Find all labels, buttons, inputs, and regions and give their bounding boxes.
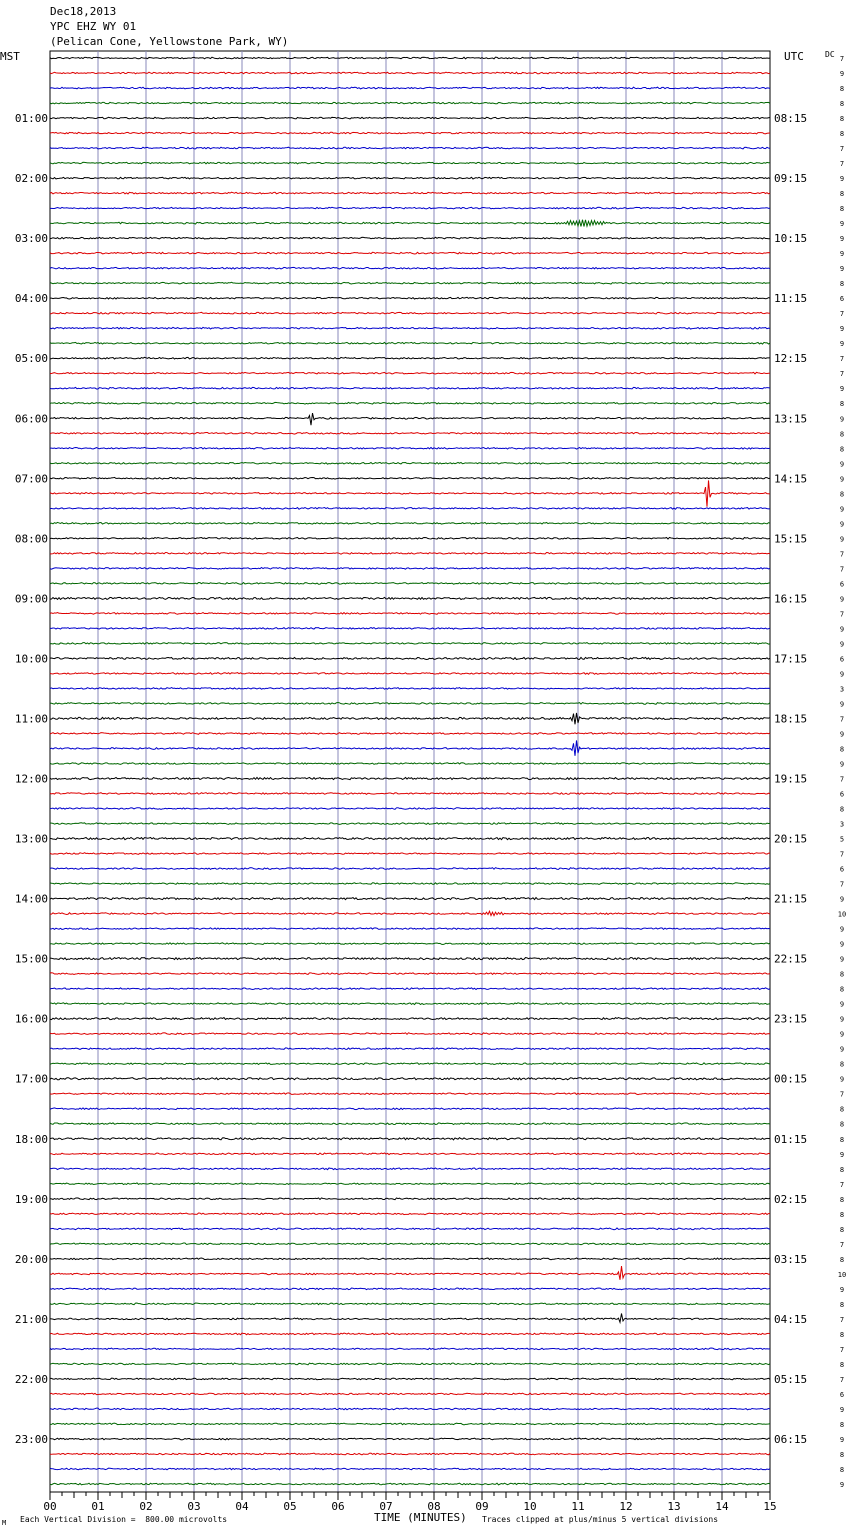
trace-line bbox=[50, 1138, 770, 1140]
hour-label-utc: 05:15 bbox=[774, 1372, 808, 1386]
dc-offset-label: 9 bbox=[839, 235, 845, 244]
dc-offset-label: 7 bbox=[839, 370, 845, 379]
dc-offset-label: 9 bbox=[839, 595, 845, 604]
x-tick-label: 05 bbox=[283, 1500, 297, 1513]
x-tick-label: 15 bbox=[763, 1500, 777, 1513]
dc-offset-label: 6 bbox=[839, 1390, 845, 1399]
hour-label-utc: 19:15 bbox=[774, 772, 808, 786]
dc-offset-label: 9 bbox=[839, 520, 845, 529]
trace-line bbox=[50, 327, 770, 329]
dc-offset-label: 9 bbox=[839, 925, 845, 934]
hour-label-mst: 01:00 bbox=[14, 112, 48, 126]
trace-line bbox=[50, 357, 770, 359]
hour-label-mst: 04:00 bbox=[14, 292, 48, 306]
trace-line bbox=[50, 1183, 770, 1185]
dc-offset-label: 9 bbox=[839, 940, 845, 949]
dc-offset-label: 8 bbox=[839, 745, 845, 754]
hour-label-utc: 15:15 bbox=[774, 532, 808, 546]
hour-label-mst: 15:00 bbox=[14, 952, 48, 966]
hour-label-mst: 03:00 bbox=[14, 232, 48, 246]
x-tick-label: 08 bbox=[427, 1500, 441, 1513]
trace-line bbox=[50, 657, 770, 659]
trace-line bbox=[50, 102, 770, 104]
hour-label-mst: 09:00 bbox=[14, 592, 48, 606]
dc-offset-label: 9 bbox=[839, 625, 845, 634]
hour-label-mst: 05:00 bbox=[14, 352, 48, 366]
hour-label-mst: 06:00 bbox=[14, 412, 48, 426]
hour-label-mst: 07:00 bbox=[14, 472, 48, 486]
dc-offset-label: 8 bbox=[839, 1135, 845, 1144]
trace-line bbox=[50, 1423, 770, 1425]
trace-line bbox=[50, 1313, 770, 1322]
trace-line bbox=[50, 1266, 770, 1280]
dc-offset-label: 6 bbox=[839, 580, 845, 589]
trace-line bbox=[50, 1303, 770, 1305]
x-tick-label: 04 bbox=[235, 1500, 249, 1513]
hour-label-mst: 08:00 bbox=[14, 532, 48, 546]
trace-line bbox=[50, 1018, 770, 1020]
dc-offset-label: 7 bbox=[839, 550, 845, 559]
header-date: Dec18,2013 bbox=[50, 5, 117, 18]
trace-line bbox=[50, 568, 770, 570]
dc-offset-label: 9 bbox=[839, 760, 845, 769]
dc-offset-label: 9 bbox=[839, 1285, 845, 1294]
x-tick-label: 10 bbox=[523, 1500, 537, 1513]
trace-line bbox=[50, 1168, 770, 1170]
trace-line bbox=[50, 1288, 770, 1290]
trace-line bbox=[50, 192, 770, 194]
dc-offset-label: 8 bbox=[839, 1360, 845, 1369]
trace-line bbox=[50, 1243, 770, 1245]
dc-offset-label: 9 bbox=[839, 460, 845, 469]
dc-offset-label: 8 bbox=[839, 115, 845, 124]
dc-offset-label: 7 bbox=[839, 355, 845, 364]
hour-label-utc: 11:15 bbox=[774, 292, 808, 306]
hour-label-utc: 17:15 bbox=[774, 652, 808, 666]
dc-offset-label: 7 bbox=[839, 1375, 845, 1384]
dc-offset-label: 9 bbox=[839, 1000, 845, 1009]
trace-line bbox=[50, 413, 770, 425]
dc-offset-label: 9 bbox=[839, 670, 845, 679]
hour-label-utc: 08:15 bbox=[774, 112, 808, 126]
hour-label-utc: 04:15 bbox=[774, 1312, 808, 1326]
hour-label-mst: 12:00 bbox=[14, 772, 48, 786]
dc-offset-label: 9 bbox=[839, 1150, 845, 1159]
trace-line bbox=[50, 1213, 770, 1215]
trace-line bbox=[50, 1378, 770, 1380]
dc-offset-label: 9 bbox=[839, 700, 845, 709]
trace-line bbox=[50, 147, 770, 149]
dc-offset-label: 9 bbox=[839, 640, 845, 649]
trace-line bbox=[50, 1438, 770, 1440]
dc-offset-label: 7 bbox=[839, 310, 845, 319]
trace-line bbox=[50, 1228, 770, 1230]
dc-offset-label: 8 bbox=[839, 1120, 845, 1129]
trace-line bbox=[50, 1153, 770, 1155]
dc-offset-label: 9 bbox=[839, 265, 845, 274]
dc-offset-label: 9 bbox=[839, 730, 845, 739]
dc-offset-label: 7 bbox=[839, 610, 845, 619]
dc-offset-label: 8 bbox=[839, 1300, 845, 1309]
trace-line bbox=[50, 372, 770, 374]
trace-line bbox=[50, 1348, 770, 1350]
x-tick-label: 11 bbox=[571, 1500, 585, 1513]
dc-offset-label: 7 bbox=[839, 160, 845, 169]
trace-line bbox=[50, 1093, 770, 1095]
trace-line bbox=[50, 57, 770, 59]
dc-offset-label: 8 bbox=[839, 1060, 845, 1069]
trace-line bbox=[50, 988, 770, 990]
dc-offset-label: 7 bbox=[839, 1240, 845, 1249]
dc-offset-label: 8 bbox=[839, 205, 845, 214]
trace-line bbox=[50, 207, 770, 209]
trace-line bbox=[50, 252, 770, 254]
dc-offset-label: 8 bbox=[839, 1465, 845, 1474]
trace-line bbox=[50, 713, 770, 724]
hour-label-utc: 13:15 bbox=[774, 412, 808, 426]
dc-offset-label: 8 bbox=[839, 130, 845, 139]
dc-offset-label: 7 bbox=[839, 1345, 845, 1354]
dc-offset-label: 9 bbox=[839, 1435, 845, 1444]
trace-line bbox=[50, 1078, 770, 1080]
trace-line bbox=[50, 808, 770, 810]
dc-offset-label: 9 bbox=[839, 895, 845, 904]
dc-offset-label: 6 bbox=[839, 790, 845, 799]
dc-offset-label: 8 bbox=[839, 1195, 845, 1204]
trace-line bbox=[50, 1063, 770, 1065]
trace-line bbox=[50, 237, 770, 239]
trace-line bbox=[50, 583, 770, 585]
dc-offset-label: 9 bbox=[839, 325, 845, 334]
hour-label-utc: 22:15 bbox=[774, 952, 808, 966]
clip-note: Traces clipped at plus/minus 5 vertical divisions bbox=[482, 1515, 719, 1524]
dc-offset-label: 7 bbox=[839, 1315, 845, 1324]
dc-offset-label: 3 bbox=[839, 820, 845, 829]
trace-line bbox=[50, 220, 770, 227]
trace-line bbox=[50, 628, 770, 630]
dc-offset-label: 5 bbox=[839, 835, 845, 844]
trace-line bbox=[50, 703, 770, 705]
trace-line bbox=[50, 853, 770, 855]
dc-offset-label: 3 bbox=[839, 685, 845, 694]
trace-line bbox=[50, 447, 770, 449]
dc-offset-label: 10 bbox=[837, 1270, 847, 1279]
x-tick-label: 09 bbox=[475, 1500, 489, 1513]
trace-line bbox=[50, 387, 770, 389]
trace-line bbox=[50, 740, 770, 755]
right-zone-label: UTC bbox=[784, 50, 804, 63]
trace-line bbox=[50, 162, 770, 164]
dc-offset-label: 9 bbox=[839, 1045, 845, 1054]
trace-line bbox=[50, 763, 770, 765]
trace-line bbox=[50, 943, 770, 945]
hour-label-utc: 21:15 bbox=[774, 892, 808, 906]
trace-line bbox=[50, 522, 770, 524]
dc-offset-label: 7 bbox=[839, 1090, 845, 1099]
trace-line bbox=[50, 1123, 770, 1125]
dc-offset-label: 8 bbox=[839, 1450, 845, 1459]
dc-offset-label: 8 bbox=[839, 430, 845, 439]
trace-line bbox=[50, 282, 770, 284]
dc-offset-label: 7 bbox=[839, 880, 845, 889]
hour-label-utc: 02:15 bbox=[774, 1192, 808, 1206]
trace-line bbox=[50, 477, 770, 479]
x-tick-label: 06 bbox=[331, 1500, 345, 1513]
dc-offset-label: 8 bbox=[839, 970, 845, 979]
hour-label-mst: 21:00 bbox=[14, 1312, 48, 1326]
hour-label-utc: 09:15 bbox=[774, 172, 808, 186]
dc-offset-label: 8 bbox=[839, 280, 845, 289]
dc-offset-label: 7 bbox=[839, 775, 845, 784]
trace-line bbox=[50, 643, 770, 645]
dc-offset-label: 8 bbox=[839, 190, 845, 199]
trace-line bbox=[50, 928, 770, 930]
dc-offset-label: 9 bbox=[839, 1015, 845, 1024]
dc-offset-label: 9 bbox=[839, 415, 845, 424]
dc-offset-label: 6 bbox=[839, 865, 845, 874]
hour-label-mst: 18:00 bbox=[14, 1132, 48, 1146]
trace-line bbox=[50, 911, 770, 915]
trace-line bbox=[50, 898, 770, 900]
hour-label-utc: 23:15 bbox=[774, 1012, 808, 1026]
trace-line bbox=[50, 117, 770, 119]
dc-offset-label: 7 bbox=[839, 565, 845, 574]
trace-line bbox=[50, 432, 770, 434]
hour-label-mst: 22:00 bbox=[14, 1372, 48, 1386]
trace-line bbox=[50, 1198, 770, 1200]
trace-line bbox=[50, 312, 770, 314]
hour-label-utc: 00:15 bbox=[774, 1072, 808, 1086]
trace-line bbox=[50, 1333, 770, 1335]
trace-line bbox=[50, 267, 770, 269]
trace-line bbox=[50, 1108, 770, 1110]
x-tick-label: 12 bbox=[619, 1500, 633, 1513]
hour-label-mst: 10:00 bbox=[14, 652, 48, 666]
hour-label-mst: 17:00 bbox=[14, 1072, 48, 1086]
trace-line bbox=[50, 777, 770, 779]
dc-offset-label: 8 bbox=[839, 445, 845, 454]
trace-line bbox=[50, 1468, 770, 1470]
dc-offset-label: 9 bbox=[839, 220, 845, 229]
dc-offset-label: 8 bbox=[839, 1105, 845, 1114]
dc-offset-label: 8 bbox=[839, 1165, 845, 1174]
hour-label-utc: 03:15 bbox=[774, 1252, 808, 1266]
trace-line bbox=[50, 958, 770, 960]
dc-offset-label: 8 bbox=[839, 400, 845, 409]
dc-offset-label: 6 bbox=[839, 655, 845, 664]
trace-line bbox=[50, 507, 770, 509]
trace-line bbox=[50, 132, 770, 134]
dc-offset-label: 8 bbox=[839, 85, 845, 94]
trace-line bbox=[50, 1393, 770, 1395]
dc-offset-label: 8 bbox=[839, 1210, 845, 1219]
dc-offset-label: 9 bbox=[839, 70, 845, 79]
hour-label-mst: 13:00 bbox=[14, 832, 48, 846]
trace-line bbox=[50, 72, 770, 74]
dc-offset-label: 9 bbox=[839, 475, 845, 484]
dc-offset-label: 9 bbox=[839, 1480, 845, 1489]
hour-label-utc: 18:15 bbox=[774, 712, 808, 726]
trace-line bbox=[50, 823, 770, 825]
trace-line bbox=[50, 1258, 770, 1260]
dc-offset-label: 7 bbox=[839, 715, 845, 724]
trace-line bbox=[50, 1033, 770, 1035]
trace-line bbox=[50, 402, 770, 404]
dc-offset-label: 9 bbox=[839, 535, 845, 544]
x-axis-title: TIME (MINUTES) bbox=[374, 1511, 467, 1524]
x-tick-label: 07 bbox=[379, 1500, 393, 1513]
dc-offset-label: 7 bbox=[839, 55, 845, 63]
trace-line bbox=[50, 1408, 770, 1410]
dc-offset-label: 7 bbox=[839, 145, 845, 154]
hour-label-utc: 10:15 bbox=[774, 232, 808, 246]
dc-offset-label: 9 bbox=[839, 340, 845, 349]
trace-line bbox=[50, 297, 770, 299]
trace-line bbox=[50, 552, 770, 554]
trace-line bbox=[50, 837, 770, 839]
dc-offset-label: 8 bbox=[839, 100, 845, 109]
hour-label-utc: 20:15 bbox=[774, 832, 808, 846]
x-tick-label: 03 bbox=[187, 1500, 201, 1513]
dc-label: DC bbox=[825, 50, 835, 59]
trace-line bbox=[50, 883, 770, 885]
dc-offset-label: 8 bbox=[839, 1420, 845, 1429]
dc-offset-label: 9 bbox=[839, 250, 845, 259]
x-tick-label: 13 bbox=[667, 1500, 681, 1513]
hour-label-mst: 23:00 bbox=[14, 1432, 48, 1446]
dc-offset-label: 8 bbox=[839, 490, 845, 499]
trace-line bbox=[50, 597, 770, 599]
trace-line bbox=[50, 673, 770, 675]
dc-offset-label: 9 bbox=[839, 175, 845, 184]
trace-line bbox=[50, 1363, 770, 1365]
hour-label-utc: 12:15 bbox=[774, 352, 808, 366]
dc-offset-label: 8 bbox=[839, 985, 845, 994]
dc-offset-label: 8 bbox=[839, 1330, 845, 1339]
scale-note: Each Vertical Division = 800.00 microvolts bbox=[20, 1515, 228, 1524]
dc-offset-label: 7 bbox=[839, 1180, 845, 1189]
dc-offset-label: 9 bbox=[839, 955, 845, 964]
x-tick-label: 02 bbox=[139, 1500, 153, 1513]
trace-line bbox=[50, 1483, 770, 1485]
trace-line bbox=[50, 462, 770, 464]
hour-label-utc: 16:15 bbox=[774, 592, 808, 606]
trace-line bbox=[50, 973, 770, 975]
trace-line bbox=[50, 537, 770, 539]
trace-line bbox=[50, 480, 770, 506]
trace-line bbox=[50, 868, 770, 870]
x-tick-label: 01 bbox=[91, 1500, 105, 1513]
trace-line bbox=[50, 177, 770, 179]
hour-label-utc: 01:15 bbox=[774, 1132, 808, 1146]
dc-offset-label: 9 bbox=[839, 1075, 845, 1084]
header-location: (Pelican Cone, Yellowstone Park, WY) bbox=[50, 35, 289, 48]
x-tick-label: 14 bbox=[715, 1500, 729, 1513]
trace-line bbox=[50, 342, 770, 344]
corner-mark: M bbox=[2, 1519, 7, 1527]
hour-label-mst: 19:00 bbox=[14, 1192, 48, 1206]
left-zone-label: MST bbox=[0, 50, 20, 63]
dc-offset-label: 10 bbox=[837, 910, 847, 919]
dc-offset-label: 6 bbox=[839, 295, 845, 304]
trace-line bbox=[50, 1003, 770, 1005]
dc-offset-label: 7 bbox=[839, 850, 845, 859]
trace-line bbox=[50, 733, 770, 735]
trace-line bbox=[50, 1048, 770, 1050]
hour-label-mst: 11:00 bbox=[14, 712, 48, 726]
dc-offset-label: 8 bbox=[839, 805, 845, 814]
dc-offset-label: 8 bbox=[839, 1225, 845, 1234]
trace-line bbox=[50, 1453, 770, 1455]
hour-label-utc: 06:15 bbox=[774, 1432, 808, 1446]
trace-line bbox=[50, 613, 770, 615]
dc-offset-label: 9 bbox=[839, 1030, 845, 1039]
hour-label-mst: 20:00 bbox=[14, 1252, 48, 1266]
hour-label-mst: 02:00 bbox=[14, 172, 48, 186]
trace-line bbox=[50, 793, 770, 795]
dc-offset-label: 9 bbox=[839, 1405, 845, 1414]
hour-label-utc: 14:15 bbox=[774, 472, 808, 486]
hour-label-mst: 14:00 bbox=[14, 892, 48, 906]
dc-offset-label: 9 bbox=[839, 385, 845, 394]
header-station: YPC EHZ WY 01 bbox=[50, 20, 137, 33]
trace-line bbox=[50, 87, 770, 89]
x-tick-label: 00 bbox=[43, 1500, 57, 1513]
trace-line bbox=[50, 688, 770, 690]
dc-offset-label: 8 bbox=[839, 1255, 845, 1264]
dc-offset-label: 9 bbox=[839, 505, 845, 514]
hour-label-mst: 16:00 bbox=[14, 1012, 48, 1026]
